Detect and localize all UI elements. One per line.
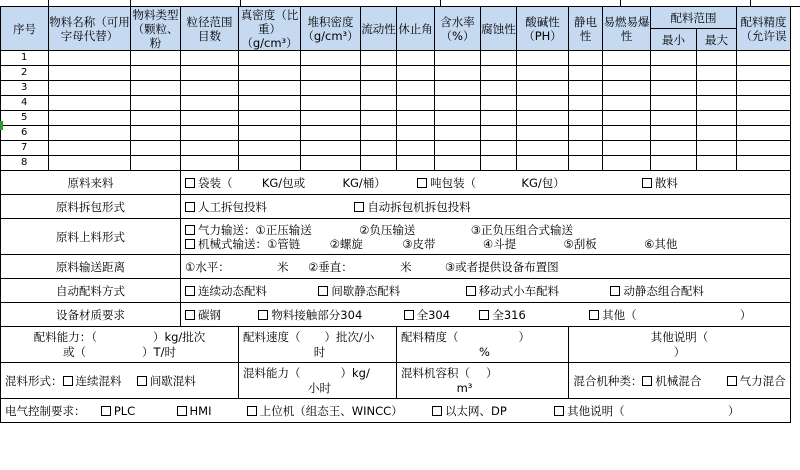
cell[interactable] xyxy=(569,111,603,126)
header-flow: 流动性 xyxy=(361,7,397,51)
cell[interactable] xyxy=(239,66,301,81)
accuracy-cell[interactable]: 配料精度（ ） % xyxy=(397,327,569,363)
cell[interactable] xyxy=(517,156,569,171)
checkbox-icon[interactable] xyxy=(177,406,187,416)
cell[interactable] xyxy=(131,81,181,96)
cell[interactable] xyxy=(603,156,651,171)
material-label: 设备材质要求 xyxy=(1,303,181,327)
cell[interactable] xyxy=(361,126,397,141)
cell[interactable] xyxy=(517,81,569,96)
mixer-kind-cell: 混合机种类： 机械混合 气力混合 xyxy=(569,363,791,399)
cell[interactable] xyxy=(301,96,361,111)
header-flammable: 易燃易爆性 xyxy=(603,7,651,51)
batching-label: 自动配料方式 xyxy=(1,279,181,303)
ton-bag-option[interactable]: 吨包装（ xyxy=(417,176,476,190)
hmi-option[interactable]: HMI xyxy=(177,404,212,418)
cell[interactable] xyxy=(361,156,397,171)
cell[interactable] xyxy=(239,126,301,141)
cell[interactable] xyxy=(697,156,737,171)
cell[interactable] xyxy=(131,51,181,66)
header-name: 物料名称（可用字母代替） xyxy=(49,7,131,51)
manual-unpack-option[interactable]: 人工拆包投料 xyxy=(185,200,267,214)
cell[interactable] xyxy=(181,156,239,171)
checkbox-icon[interactable] xyxy=(354,202,364,212)
capacity-cell[interactable]: 配料能力：（ ）kg/批次 或（ ）T/时 xyxy=(1,327,239,363)
cell[interactable] xyxy=(397,66,435,81)
cell[interactable] xyxy=(569,81,603,96)
source-label: 原料来料 xyxy=(1,171,181,195)
contact-304-option[interactable]: 物料接触部分304 xyxy=(258,308,362,322)
intermittent-batching-option[interactable]: 间歇静态配料 xyxy=(318,284,400,298)
cell[interactable] xyxy=(239,51,301,66)
cell[interactable] xyxy=(697,126,737,141)
checkbox-icon[interactable] xyxy=(589,310,599,320)
cell[interactable] xyxy=(481,126,517,141)
other-note-cell[interactable]: 其他说明（ ） xyxy=(569,327,791,363)
header-seq: 序号 xyxy=(1,7,49,51)
cell[interactable] xyxy=(435,81,481,96)
cell[interactable] xyxy=(435,141,481,156)
cell[interactable] xyxy=(435,156,481,171)
cell[interactable] xyxy=(49,81,131,96)
other-material-option[interactable]: 其他（ xyxy=(589,308,637,322)
cell[interactable] xyxy=(517,51,569,66)
checkbox-icon[interactable] xyxy=(185,239,195,249)
cell[interactable] xyxy=(397,141,435,156)
cell[interactable] xyxy=(517,126,569,141)
cell[interactable] xyxy=(49,111,131,126)
cell[interactable] xyxy=(361,66,397,81)
auto-unpack-option[interactable]: 自动拆包机拆包投料 xyxy=(354,200,471,214)
cell[interactable] xyxy=(301,141,361,156)
bag-option[interactable]: 袋装（ xyxy=(185,176,233,190)
row-number: 2 xyxy=(1,66,49,81)
checkbox-icon[interactable] xyxy=(404,310,414,320)
cell[interactable] xyxy=(239,81,301,96)
cell[interactable] xyxy=(697,81,737,96)
cell[interactable] xyxy=(737,111,791,126)
cell[interactable] xyxy=(569,66,603,81)
checkbox-icon[interactable] xyxy=(185,202,195,212)
source-options: 袋装（ KG/包或 KG/桶） 吨包装（ KG/包） 散料 xyxy=(181,171,791,195)
plc-option[interactable]: PLC xyxy=(101,404,135,418)
cell[interactable] xyxy=(301,51,361,66)
unpack-options xyxy=(181,195,791,219)
checkbox-icon[interactable] xyxy=(642,376,652,386)
cell[interactable] xyxy=(181,111,239,126)
cell[interactable] xyxy=(131,126,181,141)
cell[interactable] xyxy=(517,66,569,81)
checkbox-icon[interactable] xyxy=(63,376,73,386)
feed-options: 气力输送：①正压输送 ②负压输送 ③正负压组合式输送 机械式输送：①管链 ②螺旋 ③皮带 ④斗提 ⑤刮板 ⑥其他 xyxy=(181,219,791,255)
other-electric-option[interactable]: 其他说明（ xyxy=(554,404,625,418)
checkbox-icon[interactable] xyxy=(642,178,652,188)
cell[interactable] xyxy=(481,81,517,96)
cell[interactable] xyxy=(651,156,697,171)
cell[interactable] xyxy=(131,96,181,111)
ethernet-dp-option[interactable]: 以太网、DP xyxy=(432,404,507,418)
batching-options xyxy=(181,279,791,303)
cell[interactable] xyxy=(181,96,239,111)
cell[interactable] xyxy=(239,141,301,156)
continuous-batching-option[interactable]: 连续动态配料 xyxy=(185,284,267,298)
carbon-steel-option[interactable]: 碳钢 xyxy=(185,308,221,322)
cell[interactable] xyxy=(239,111,301,126)
cell[interactable] xyxy=(181,51,239,66)
cell[interactable] xyxy=(737,141,791,156)
cell[interactable] xyxy=(301,111,361,126)
speed-cell[interactable]: 配料速度（ ）批次/小 时 xyxy=(239,327,397,363)
cell[interactable] xyxy=(651,51,697,66)
distance-label: 原料输送距离 xyxy=(1,255,181,279)
cell[interactable] xyxy=(737,96,791,111)
cell[interactable] xyxy=(301,156,361,171)
row-number: 7 xyxy=(1,141,49,156)
cell[interactable] xyxy=(737,66,791,81)
pneumatic-option[interactable]: 气力输送： xyxy=(185,223,256,237)
header-size-range: 粒径范围目数 xyxy=(181,7,239,51)
checkbox-icon[interactable] xyxy=(479,310,489,320)
cell[interactable] xyxy=(131,66,181,81)
checkbox-icon[interactable] xyxy=(554,406,564,416)
cell[interactable] xyxy=(737,126,791,141)
cell[interactable] xyxy=(603,66,651,81)
mechanical-option[interactable]: 机械式输送： xyxy=(185,237,267,251)
mixing-form-cell: 混料形式： 连续混料 间歇混料 xyxy=(1,363,239,399)
cell[interactable] xyxy=(569,141,603,156)
mobile-cart-batching-option[interactable]: 移动式小车配料 xyxy=(466,284,560,298)
cell[interactable] xyxy=(435,96,481,111)
pneumatic-mixing-option[interactable]: 气力混合 xyxy=(727,374,786,388)
electric-control-row: 电气控制要求： PLC HMI 上位机（组态王、WINCC） 以太网、DP 其他说明（ ） xyxy=(1,399,791,423)
scada-option[interactable]: 上位机（组态王、WINCC） xyxy=(247,404,403,418)
header-static: 静电性 xyxy=(569,7,603,51)
cell[interactable] xyxy=(361,81,397,96)
cell[interactable] xyxy=(481,111,517,126)
checkbox-icon[interactable] xyxy=(185,310,195,320)
row-number: 8 xyxy=(1,156,49,171)
cell[interactable] xyxy=(697,51,737,66)
cell[interactable] xyxy=(49,141,131,156)
cell[interactable] xyxy=(651,141,697,156)
cell[interactable] xyxy=(435,51,481,66)
cell[interactable] xyxy=(569,126,603,141)
cell[interactable] xyxy=(651,111,697,126)
cell[interactable] xyxy=(481,51,517,66)
cell[interactable] xyxy=(49,126,131,141)
header-angle: 休止角 xyxy=(397,7,435,51)
cell[interactable] xyxy=(517,111,569,126)
combined-batching-option[interactable]: 动静态组合配料 xyxy=(610,284,704,298)
continuous-mixing-option[interactable]: 连续混料 xyxy=(63,374,122,388)
cell[interactable] xyxy=(481,96,517,111)
checkbox-icon[interactable] xyxy=(137,376,147,386)
checkbox-icon[interactable] xyxy=(258,310,268,320)
cell[interactable] xyxy=(569,156,603,171)
cell[interactable] xyxy=(651,126,697,141)
checkbox-icon[interactable] xyxy=(247,406,257,416)
cell[interactable] xyxy=(697,66,737,81)
cell[interactable] xyxy=(361,141,397,156)
cell[interactable] xyxy=(397,126,435,141)
cell[interactable] xyxy=(737,51,791,66)
cell[interactable] xyxy=(697,141,737,156)
feed-label: 原料上料形式 xyxy=(1,219,181,255)
cell[interactable] xyxy=(397,111,435,126)
cell[interactable] xyxy=(737,81,791,96)
cell[interactable] xyxy=(301,126,361,141)
row-number: 6 xyxy=(1,126,49,141)
cell[interactable] xyxy=(397,96,435,111)
cell[interactable] xyxy=(239,96,301,111)
mechanical-mixing-option[interactable]: 机械混合 xyxy=(642,374,701,388)
cell[interactable] xyxy=(603,141,651,156)
bulk-option[interactable]: 散料 xyxy=(642,176,678,190)
cell[interactable] xyxy=(481,156,517,171)
cell[interactable] xyxy=(181,141,239,156)
cell[interactable] xyxy=(651,96,697,111)
row-selection-marker xyxy=(0,121,3,130)
cell[interactable] xyxy=(397,81,435,96)
row-number: 5 xyxy=(1,111,49,126)
header-moisture: 含水率（%） xyxy=(435,7,481,51)
checkbox-icon[interactable] xyxy=(185,225,195,235)
cell[interactable] xyxy=(49,96,131,111)
cell[interactable] xyxy=(49,51,131,66)
cell[interactable] xyxy=(301,66,361,81)
cell[interactable] xyxy=(697,96,737,111)
cell[interactable] xyxy=(435,66,481,81)
cell[interactable] xyxy=(569,51,603,66)
checkbox-icon[interactable] xyxy=(432,406,442,416)
cell[interactable] xyxy=(131,156,181,171)
cell[interactable] xyxy=(435,111,481,126)
cell[interactable] xyxy=(181,66,239,81)
header-bulk-density: 堆积密度（g/cm³） xyxy=(301,7,361,51)
cell[interactable] xyxy=(181,126,239,141)
material-options: 碳钢 物料接触部分304 全304 全316 其他（ ） xyxy=(181,303,791,327)
cell[interactable] xyxy=(603,111,651,126)
cell[interactable] xyxy=(481,141,517,156)
header-ratio-range: 配料范围 xyxy=(651,7,737,29)
distance-options: ①水平： 米 ②垂直： 米 ③或者提供设备布置图 xyxy=(181,255,791,279)
row-number: 4 xyxy=(1,96,49,111)
checkbox-icon[interactable] xyxy=(610,286,620,296)
mixing-capacity-cell[interactable]: 混料能力（ ）kg/ 小时 xyxy=(239,363,397,399)
checkbox-icon[interactable] xyxy=(727,376,737,386)
header-ratio-max: 最大 xyxy=(697,29,737,51)
cell[interactable] xyxy=(301,81,361,96)
header-ph: 酸碱性（PH） xyxy=(517,7,569,51)
cell[interactable] xyxy=(603,96,651,111)
header-true-density: 真密度（比重）（g/cm³） xyxy=(239,7,301,51)
cell[interactable] xyxy=(603,81,651,96)
cell[interactable] xyxy=(435,126,481,141)
header-corrosion: 腐蚀性 xyxy=(481,7,517,51)
checkbox-icon[interactable] xyxy=(466,286,476,296)
header-type: 物料类型（颗粒、粉 xyxy=(132,7,179,50)
intermittent-mixing-option[interactable]: 间歇混料 xyxy=(137,374,196,388)
cell[interactable] xyxy=(651,66,697,81)
cell[interactable] xyxy=(361,96,397,111)
cell[interactable] xyxy=(481,66,517,81)
checkbox-icon[interactable] xyxy=(185,286,195,296)
cell[interactable] xyxy=(49,66,131,81)
checkbox-icon[interactable] xyxy=(417,178,427,188)
header-accuracy: 配料精度（允许误 xyxy=(737,7,791,51)
cell[interactable] xyxy=(131,111,181,126)
unpack-label: 原料拆包形式 xyxy=(1,195,181,219)
cell[interactable] xyxy=(697,111,737,126)
cell[interactable] xyxy=(569,96,603,111)
cell[interactable] xyxy=(517,141,569,156)
cell[interactable] xyxy=(181,81,239,96)
cell[interactable] xyxy=(737,156,791,171)
cell[interactable] xyxy=(49,156,131,171)
checkbox-icon[interactable] xyxy=(101,406,111,416)
cell[interactable] xyxy=(603,51,651,66)
cell[interactable] xyxy=(397,156,435,171)
cell[interactable] xyxy=(517,96,569,111)
full-316-option[interactable]: 全316 xyxy=(479,308,525,322)
checkbox-icon[interactable] xyxy=(185,178,195,188)
cell[interactable] xyxy=(239,156,301,171)
cell[interactable] xyxy=(397,51,435,66)
cell[interactable] xyxy=(603,126,651,141)
material-table xyxy=(0,6,791,423)
cell[interactable] xyxy=(361,51,397,66)
row-number: 3 xyxy=(1,81,49,96)
row-number: 1 xyxy=(1,51,49,66)
mixer-volume-cell[interactable]: 混料机容积（ ） m³ xyxy=(397,363,569,399)
full-304-option[interactable]: 全304 xyxy=(404,308,450,322)
cell[interactable] xyxy=(651,81,697,96)
header-ratio-min: 最小 xyxy=(651,29,697,51)
cell[interactable] xyxy=(131,141,181,156)
cell[interactable] xyxy=(361,111,397,126)
checkbox-icon[interactable] xyxy=(318,286,328,296)
